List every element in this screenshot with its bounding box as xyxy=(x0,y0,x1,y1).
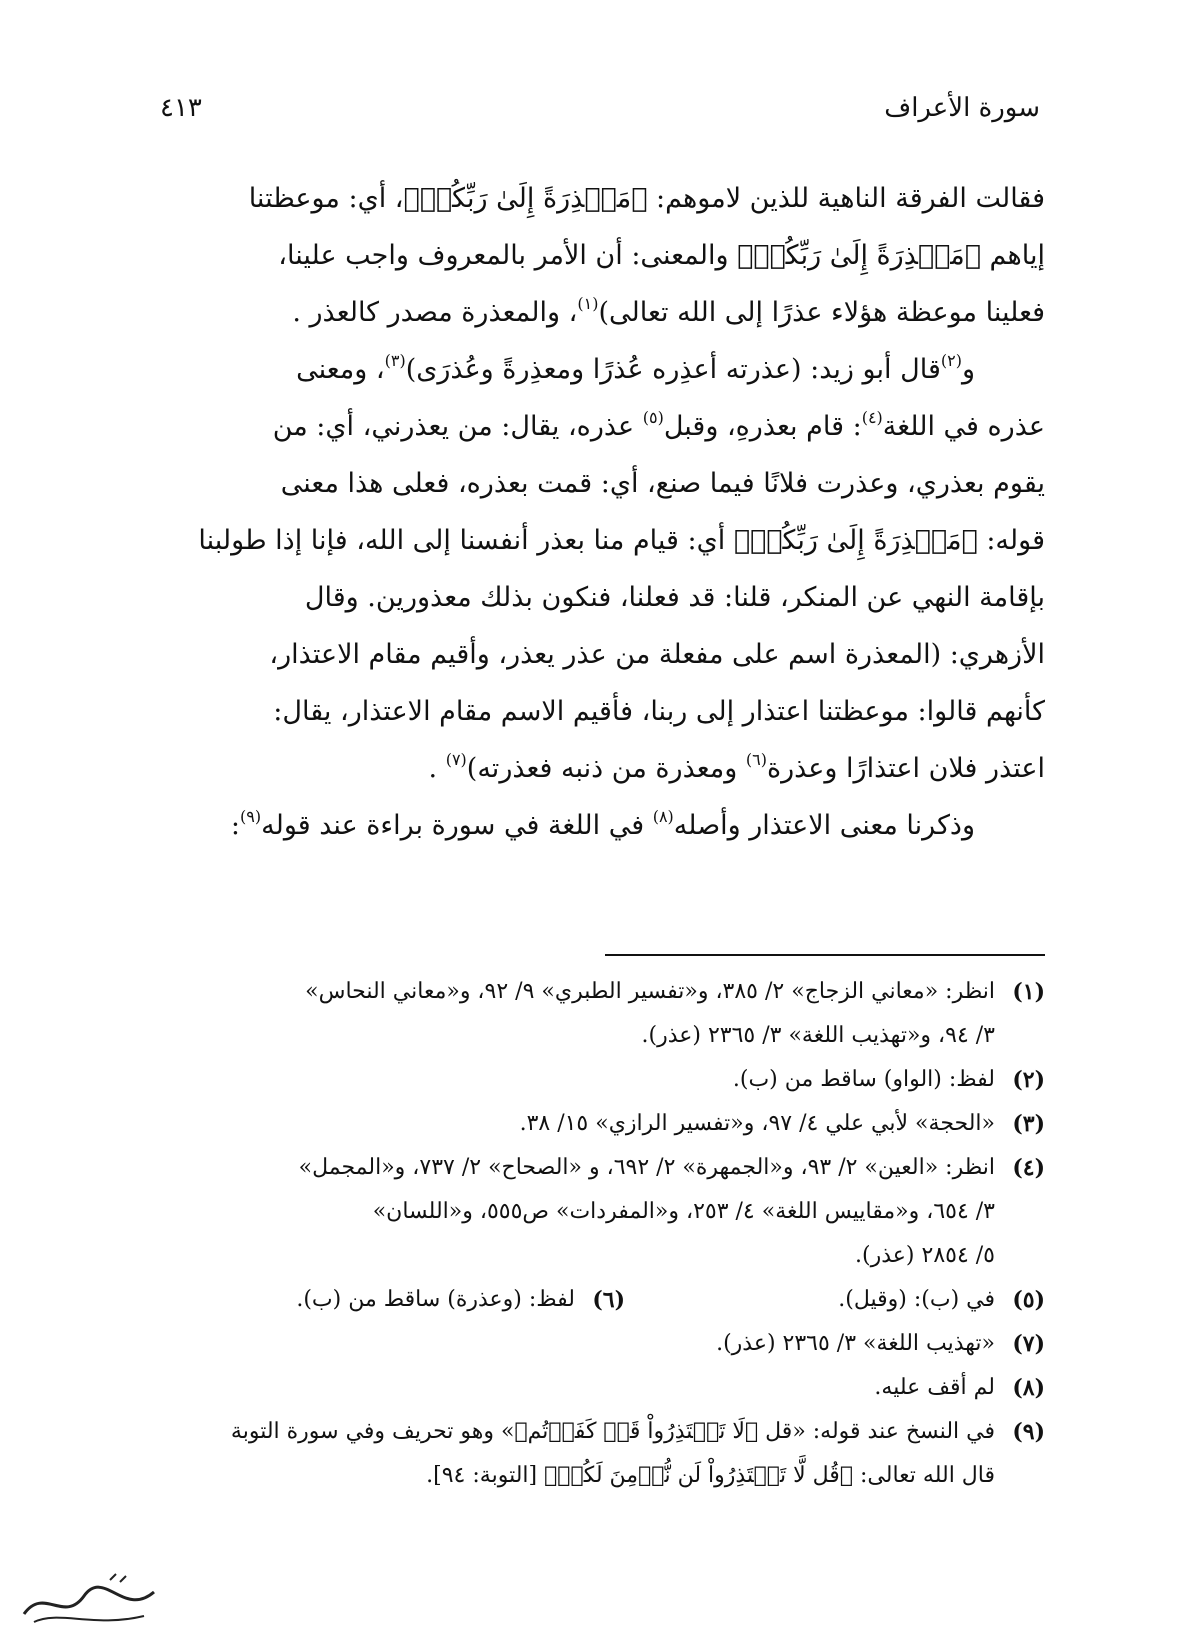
footnote-text: لم أقف عليه. xyxy=(874,1375,995,1400)
text-line xyxy=(165,284,1045,341)
footnote-number: (٢) xyxy=(1012,1067,1045,1093)
text-segment: ومعذرة من ذنبه فعذرته) xyxy=(466,753,746,784)
text-segment: في اللغة في سورة براءة عند قوله xyxy=(261,810,653,841)
footnote-ref[interactable]: (١) xyxy=(577,294,599,313)
footnote-line: قال الله تعالى: ﴿قُل لَّا تَعۡتَذِرُواْ لَن نُّؤۡمِنَ لَكُمۡ﴾ [التوبة: ٩٤]. xyxy=(426,1463,995,1488)
footnote-text: «تهذيب اللغة» ٣/ ٢٣٦٥ (عذر). xyxy=(716,1331,995,1356)
footnote-line: ٣/ ٩٤، و«تهذيب اللغة» ٣/ ٢٣٦٥ (عذر). xyxy=(641,1023,995,1048)
footnote-number: (٨) xyxy=(1012,1375,1045,1401)
text-line xyxy=(165,740,1045,797)
main-text xyxy=(165,170,1045,854)
footnote-ref[interactable]: (٨) xyxy=(652,807,674,826)
text-segment: و xyxy=(961,354,975,385)
text-line: فقالت الفرقة الناهية للذين لاموهم: ﴿مَعۡذِرَةً إِلَىٰ رَبِّكُمۡ﴾، أي: موعظتنا xyxy=(248,183,1045,214)
footnote-ref[interactable]: (٣) xyxy=(384,351,406,370)
footnote-number: (٦) xyxy=(592,1287,625,1313)
text-line: قوله: ﴿مَعۡذِرَةً إِلَىٰ رَبِّكُمۡ﴾ أي: قيام منا بعذر أنفسنا إلى الله، فإنا إذا طولبنا xyxy=(198,525,1045,556)
text-segment: قال أبو زيد: (عذرته أعذِره عُذرًا ومعذِرةً وعُذرَى) xyxy=(405,354,941,385)
footnote xyxy=(205,1278,625,1322)
footnote xyxy=(155,1102,1045,1146)
footnote-line: في النسخ عند قوله: «قل ﴿لَا تَعۡتَذِرُواْ قَدۡ كَفَرۡتُم﴾» وهو تحريف وفي سورة التوبة xyxy=(230,1419,995,1444)
text-segment: اعتذر فلان اعتذارًا وعذرة xyxy=(766,753,1045,784)
footnote-ref[interactable]: (٧) xyxy=(445,750,467,769)
text-segment: : xyxy=(230,810,241,841)
footnote-number: (١) xyxy=(1012,979,1045,1005)
footnote xyxy=(155,1366,1045,1410)
text-line: بإقامة النهي عن المنكر، قلنا: قد فعلنا، فنكون بذلك معذورين. وقال xyxy=(304,582,1045,613)
footnote-text: لفظ: (وعذرة) ساقط من (ب). xyxy=(296,1287,575,1312)
footnote-line: انظر: «معاني الزجاج» ٢/ ٣٨٥، و«تفسير الطبري» ٩/ ٩٢، و«معاني النحاس» xyxy=(305,979,995,1004)
footnote-ref[interactable]: (٦) xyxy=(745,750,767,769)
footnote-text xyxy=(155,1410,995,1498)
footnote-line: ٥/ ٢٨٥٤ (عذر). xyxy=(855,1243,995,1268)
text-line xyxy=(165,398,1045,455)
text-line: كأنهم قالوا: موعظتنا اعتذار إلى ربنا، فأقيم الاسم مقام الاعتذار، يقال: xyxy=(273,696,1045,727)
footnote-text xyxy=(155,1146,995,1278)
text-segment: فعلينا موعظة هؤلاء عذرًا إلى الله تعالى) xyxy=(598,297,1045,328)
text-line xyxy=(165,341,1045,398)
text-segment: ، ومعنى xyxy=(296,354,385,385)
footnote xyxy=(155,1322,1045,1366)
footnote-text: «الحجة» لأبي علي ٤/ ٩٧، و«تفسير الرازي» ١٥/ ٣٨. xyxy=(519,1111,995,1136)
text-segment: عذره في اللغة xyxy=(882,411,1045,442)
footnote xyxy=(155,970,1045,1058)
running-header xyxy=(160,88,1040,128)
footnote-pair xyxy=(155,1278,1045,1322)
footnote-line: ٣/ ٦٥٤، و«مقاييس اللغة» ٤/ ٢٥٣، و«المفردات» ص٥٥٥، و«اللسان» xyxy=(372,1199,995,1224)
footnote-divider xyxy=(605,954,1045,956)
footnote-number: (٤) xyxy=(1012,1155,1045,1181)
page-number: ٤١٣ xyxy=(160,93,202,123)
surah-title: سورة الأعراف xyxy=(884,93,1040,123)
footnote xyxy=(155,1058,1045,1102)
footnote xyxy=(155,1146,1045,1278)
text-line xyxy=(165,797,1045,854)
footnote-text xyxy=(155,970,995,1058)
footnote xyxy=(155,1410,1045,1498)
text-segment: : قام بعذرهِ، وقبل xyxy=(663,411,862,442)
footnote-line: انظر: «العين» ٢/ ٩٣، و«الجمهرة» ٢/ ٦٩٢، و «الصحاح» ٢/ ٧٣٧، و«المجمل» xyxy=(298,1155,995,1180)
footnote-ref[interactable]: (٩) xyxy=(240,807,262,826)
footnote-ref[interactable]: (٥) xyxy=(642,408,664,427)
footnote-ref[interactable]: (٢) xyxy=(940,351,962,370)
footnotes xyxy=(155,970,1045,1498)
text-line: يقوم بعذري، وعذرت فلانًا فيما صنع، أي: قمت بعذره، فعلى هذا معنى xyxy=(280,468,1045,499)
footnote-number: (٣) xyxy=(1012,1111,1045,1137)
text-segment: وذكرنا معنى الاعتذار وأصله xyxy=(673,810,975,841)
text-line: إياهم ﴿مَعۡذِرَةً إِلَىٰ رَبِّكُمۡ﴾ والمعنى: أن الأمر بالمعروف واجب علينا، xyxy=(278,240,1045,271)
footnote-text: لفظ: (الواو) ساقط من (ب). xyxy=(732,1067,995,1092)
watermark-logo xyxy=(14,1566,164,1636)
text-line: الأزهري: (المعذرة اسم على مفعلة من عذر يعذر، وأقيم مقام الاعتذار، xyxy=(269,639,1045,670)
footnote-number: (٧) xyxy=(1012,1331,1045,1357)
footnote-ref[interactable]: (٤) xyxy=(861,408,883,427)
footnote-number: (٥) xyxy=(1012,1287,1045,1313)
text-segment: . xyxy=(428,753,446,784)
footnote-number: (٩) xyxy=(1012,1419,1045,1445)
footnote-text: في (ب): (وقيل). xyxy=(838,1287,995,1312)
text-segment: عذره، يقال: من يعذرني، أي: من xyxy=(272,411,643,442)
footnote xyxy=(625,1278,1045,1322)
text-segment: ، والمعذرة مصدر كالعذر . xyxy=(292,297,578,328)
